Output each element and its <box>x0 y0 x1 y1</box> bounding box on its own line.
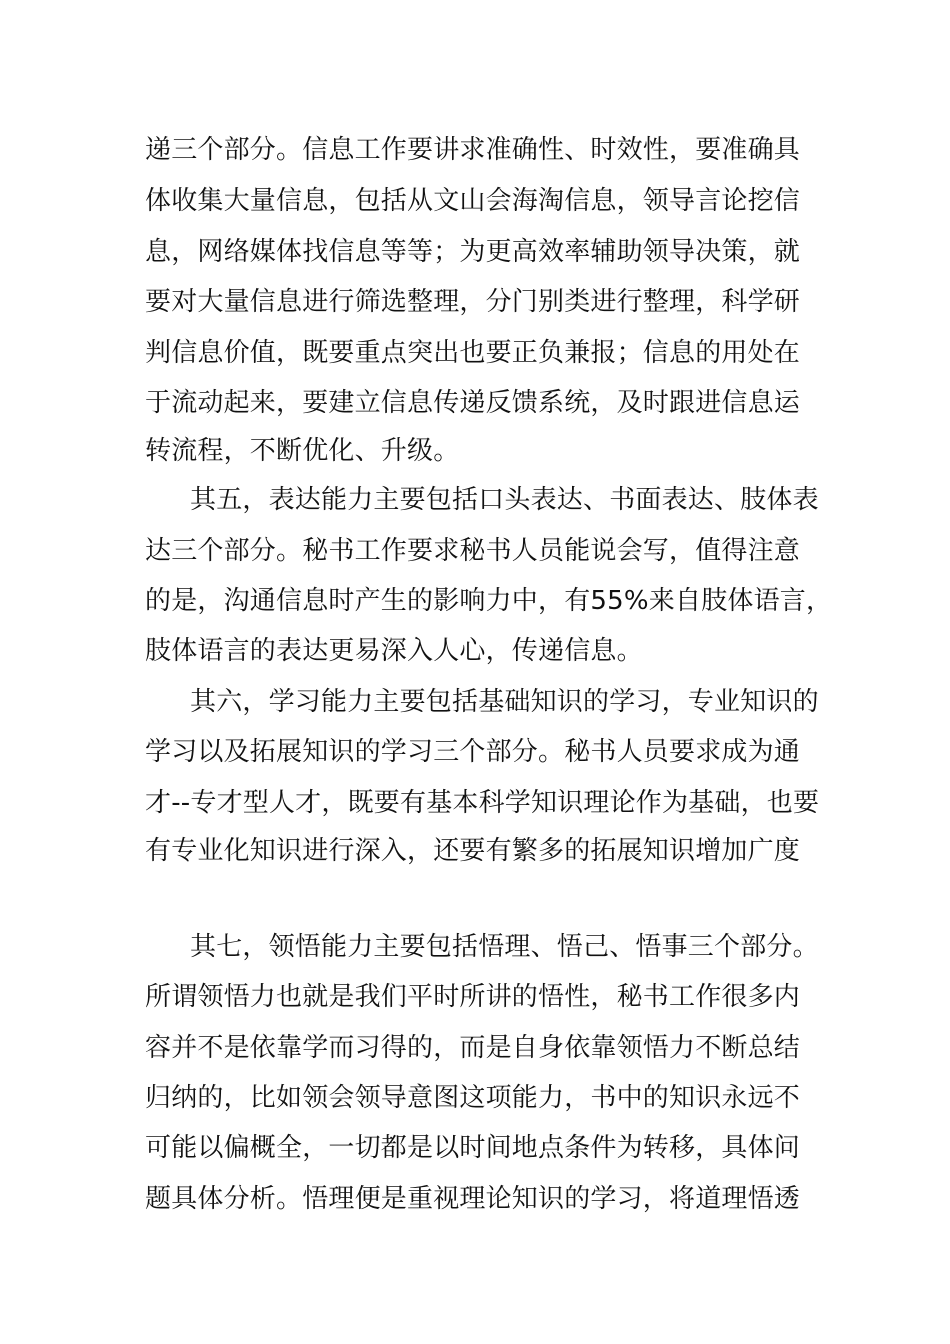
text-line: 递三个部分。信息工作要讲求准确性、时效性，要准确具 <box>145 135 801 165</box>
text-line: 有专业化知识进行深入，还要有繁多的拓展知识增加广度 <box>145 836 801 866</box>
text-line: 要对大量信息进行筛选整理，分门别类进行整理，科学研 <box>145 287 801 317</box>
text-line: 容并不是依靠学而习得的，而是自身依靠领悟力不断总结 <box>145 1033 801 1063</box>
text-line: 归纳的，比如领会领导意图这项能力，书中的知识永远不 <box>145 1083 801 1113</box>
text-line: 达三个部分。秘书工作要求秘书人员能说会写，值得注意 <box>145 536 801 566</box>
text-line: 的是，沟通信息时产生的影响力中，有55%来自肢体语言， <box>145 586 833 616</box>
text-line: 题具体分析。悟理便是重视理论知识的学习，将道理悟透 <box>145 1184 801 1214</box>
paragraph-start-line: 其六，学习能力主要包括基础知识的学习，专业知识的 <box>190 687 819 717</box>
text-line: 于流动起来，要建立信息传递反馈系统，及时跟进信息运 <box>145 388 801 418</box>
text-line: 判信息价值，既要重点突出也要正负兼报；信息的用处在 <box>145 338 801 368</box>
text-line: 转流程，不断优化、升级。 <box>145 436 460 466</box>
text-line: 所谓领悟力也就是我们平时所讲的悟性，秘书工作很多内 <box>145 982 801 1012</box>
text-line: 肢体语言的表达更易深入人心，传递信息。 <box>145 636 643 666</box>
text-line: 可能以偏概全，一切都是以时间地点条件为转移，具体问 <box>145 1133 801 1163</box>
paragraph-start-line: 其七，领悟能力主要包括悟理、悟己、悟事三个部分。 <box>190 932 819 962</box>
paragraph-start-line: 其五，表达能力主要包括口头表达、书面表达、肢体表 <box>190 485 819 515</box>
text-line: 学习以及拓展知识的学习三个部分。秘书人员要求成为通 <box>145 737 801 767</box>
text-line: 体收集大量信息，包括从文山会海淘信息，领导言论挖信 <box>145 186 801 216</box>
text-line: 息，网络媒体找信息等等；为更高效率辅助领导决策，就 <box>145 237 801 267</box>
text-line: 才--专才型人才，既要有基本科学知识理论作为基础，也要 <box>145 788 820 818</box>
